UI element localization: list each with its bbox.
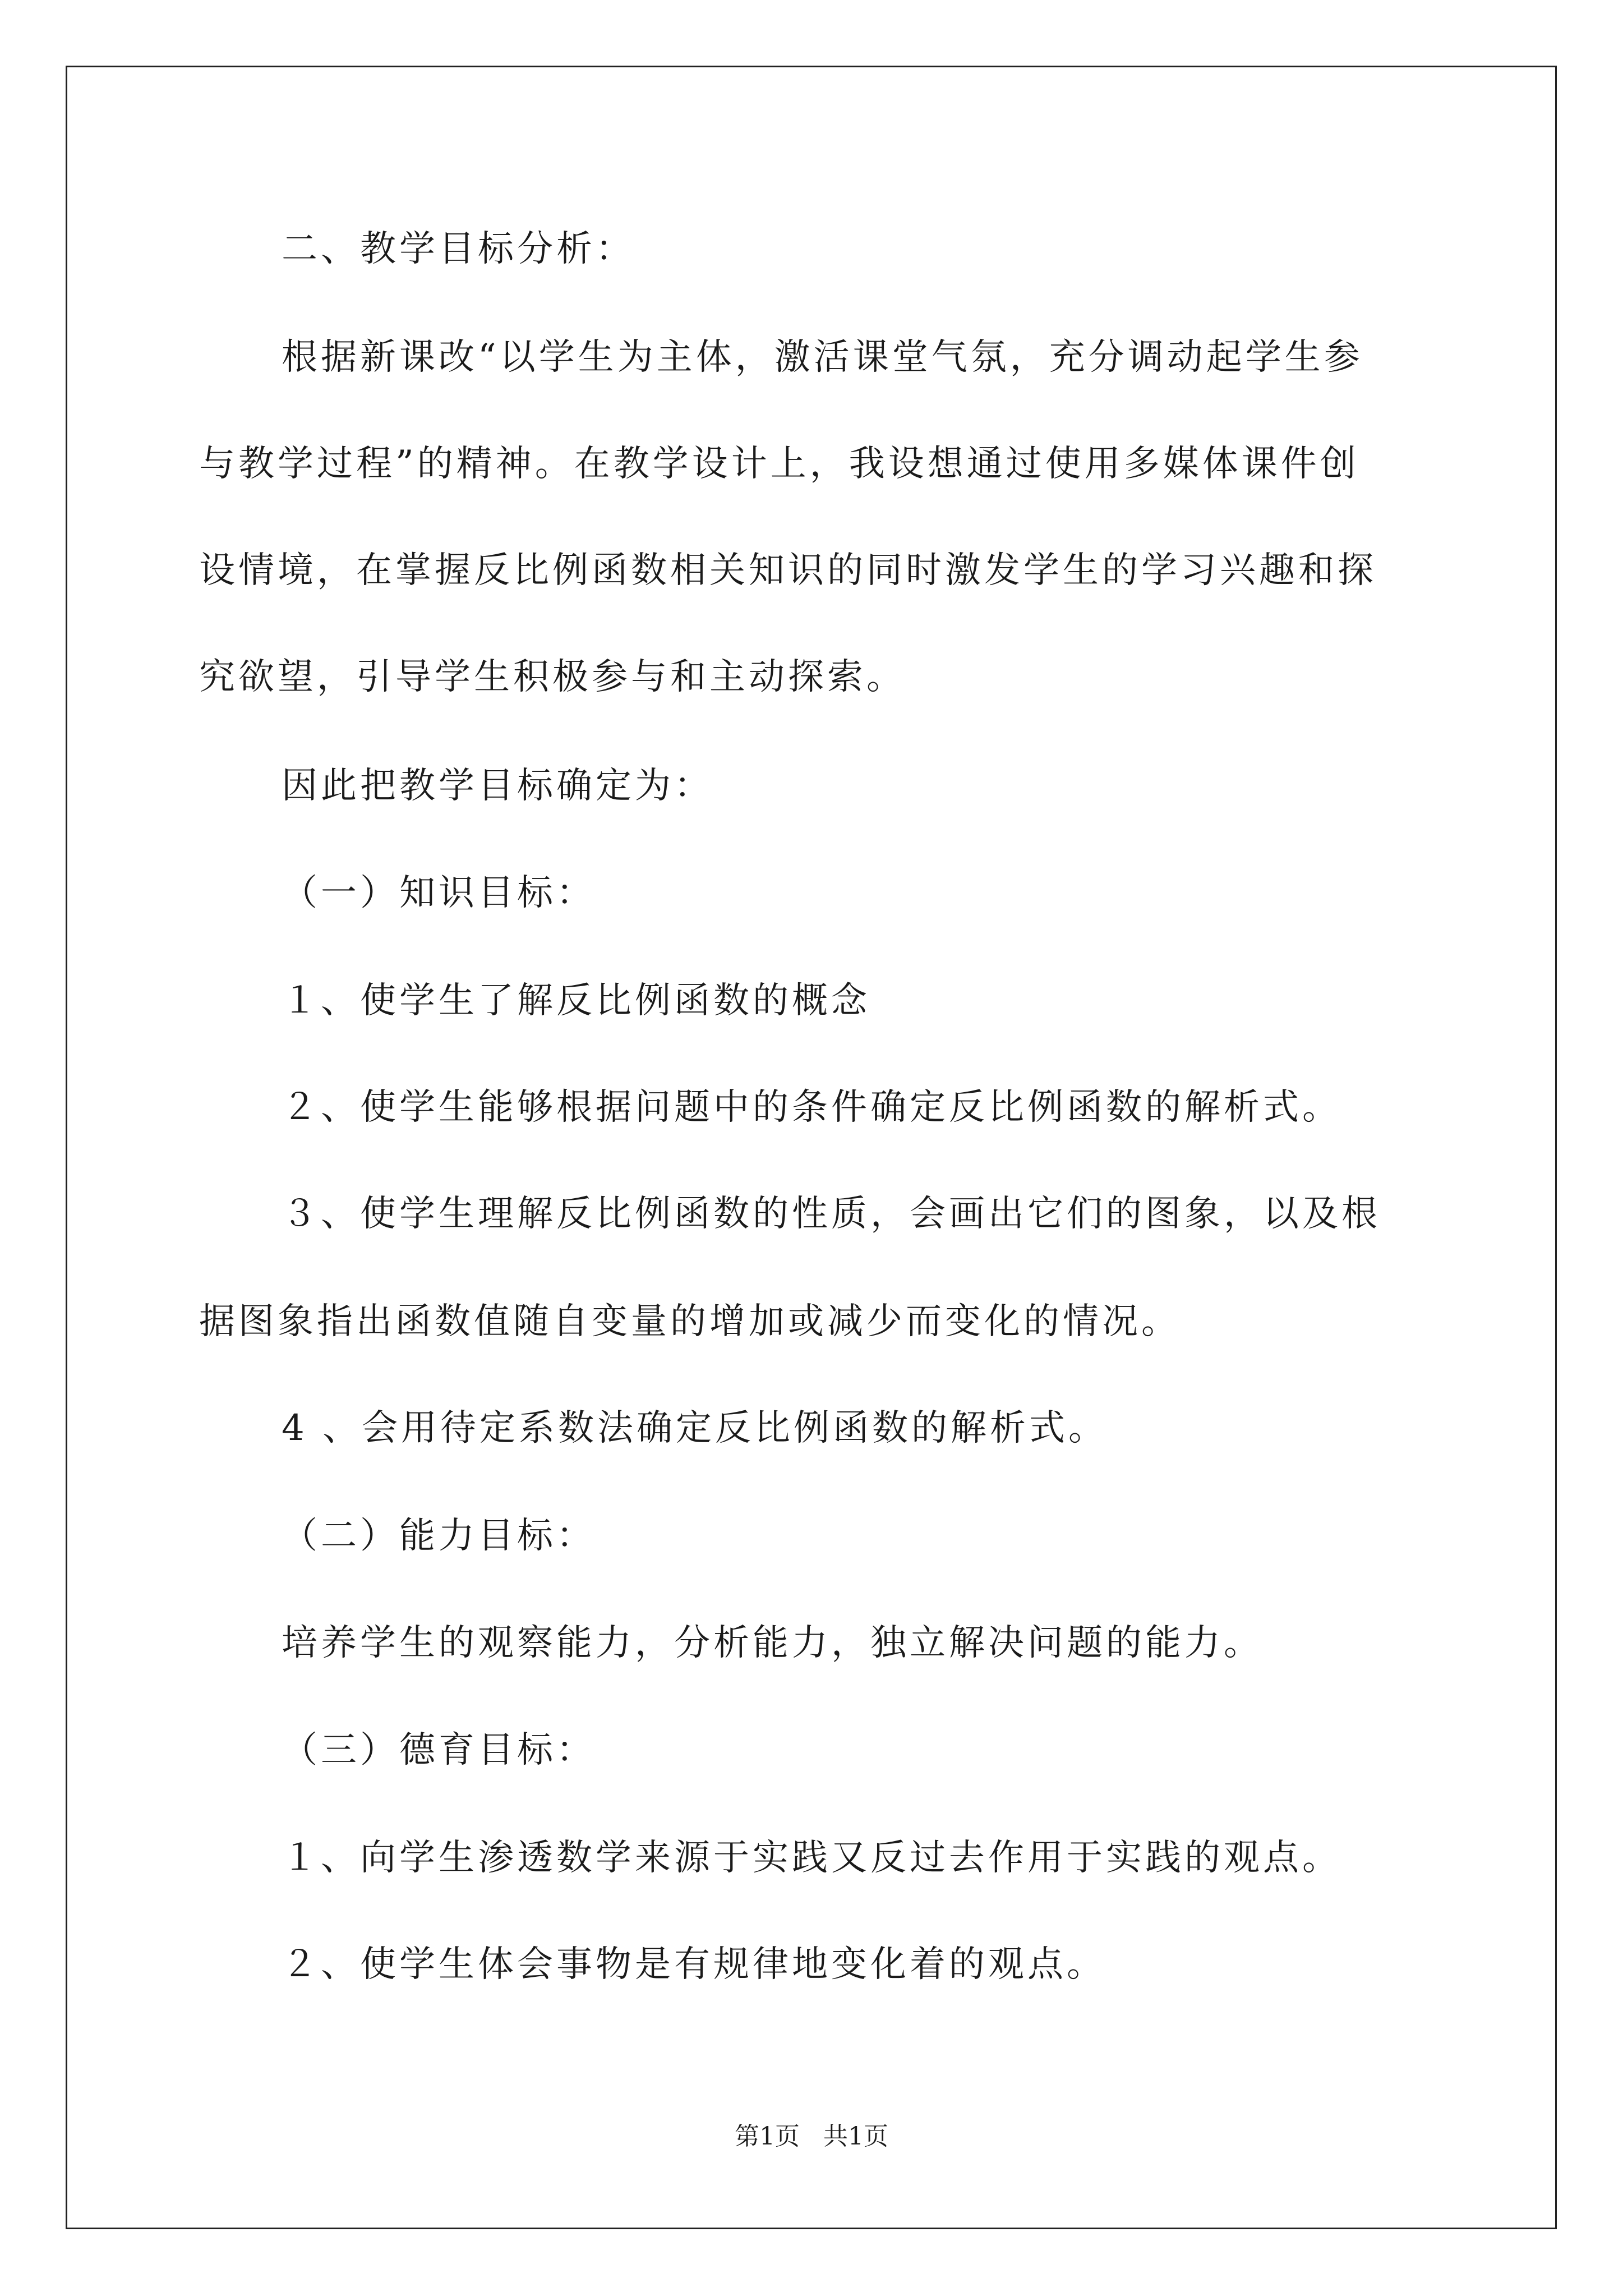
page-border [66,66,1557,2229]
section-heading: 二、教学目标分析： [282,228,635,270]
list-item: ２、使学生体会事物是有规律地变化着的观点。 [282,1944,1106,1985]
list-item: 4 、会用待定系数法确定反比例函数的解析式。 [282,1407,1108,1449]
paragraph-line: 根据新课改“以学生为主体，激活课堂气氛，充分调动起学生参 [282,337,1363,378]
list-item-continuation: 据图象指出函数值随自变量的增加或减少而变化的情况。 [199,1301,1181,1342]
subsection-heading: （一）知识目标： [282,872,596,914]
paragraph-line: 设情境，在掌握反比例函数相关知识的同时激发学生的学习兴趣和探 [199,550,1377,591]
list-item: ３、使学生理解反比例函数的性质，会画出它们的图象，以及根 [282,1193,1381,1235]
list-item: １、向学生渗透数学来源于实践又反过去作用于实践的观点。 [282,1837,1341,1879]
subsection-heading: （二）能力目标： [282,1515,596,1557]
subsection-heading: （三）德育目标： [282,1729,596,1771]
list-item: ２、使学生能够根据问题中的条件确定反比例函数的解析式。 [282,1087,1341,1128]
paragraph-line: 究欲望，引导学生积极参与和主动探索。 [199,656,906,698]
paragraph-line: 培养学生的观察能力，分析能力，独立解决问题的能力。 [282,1622,1263,1664]
list-item: １、使学生了解反比例函数的概念 [282,980,870,1022]
paragraph-line: 与教学过程”的精神。在教学设计上，我设想通过使用多媒体课件创 [199,443,1359,485]
paragraph-line: 因此把教学目标确定为： [282,765,713,807]
page-footer: 第1页 共1页 [735,2122,888,2151]
